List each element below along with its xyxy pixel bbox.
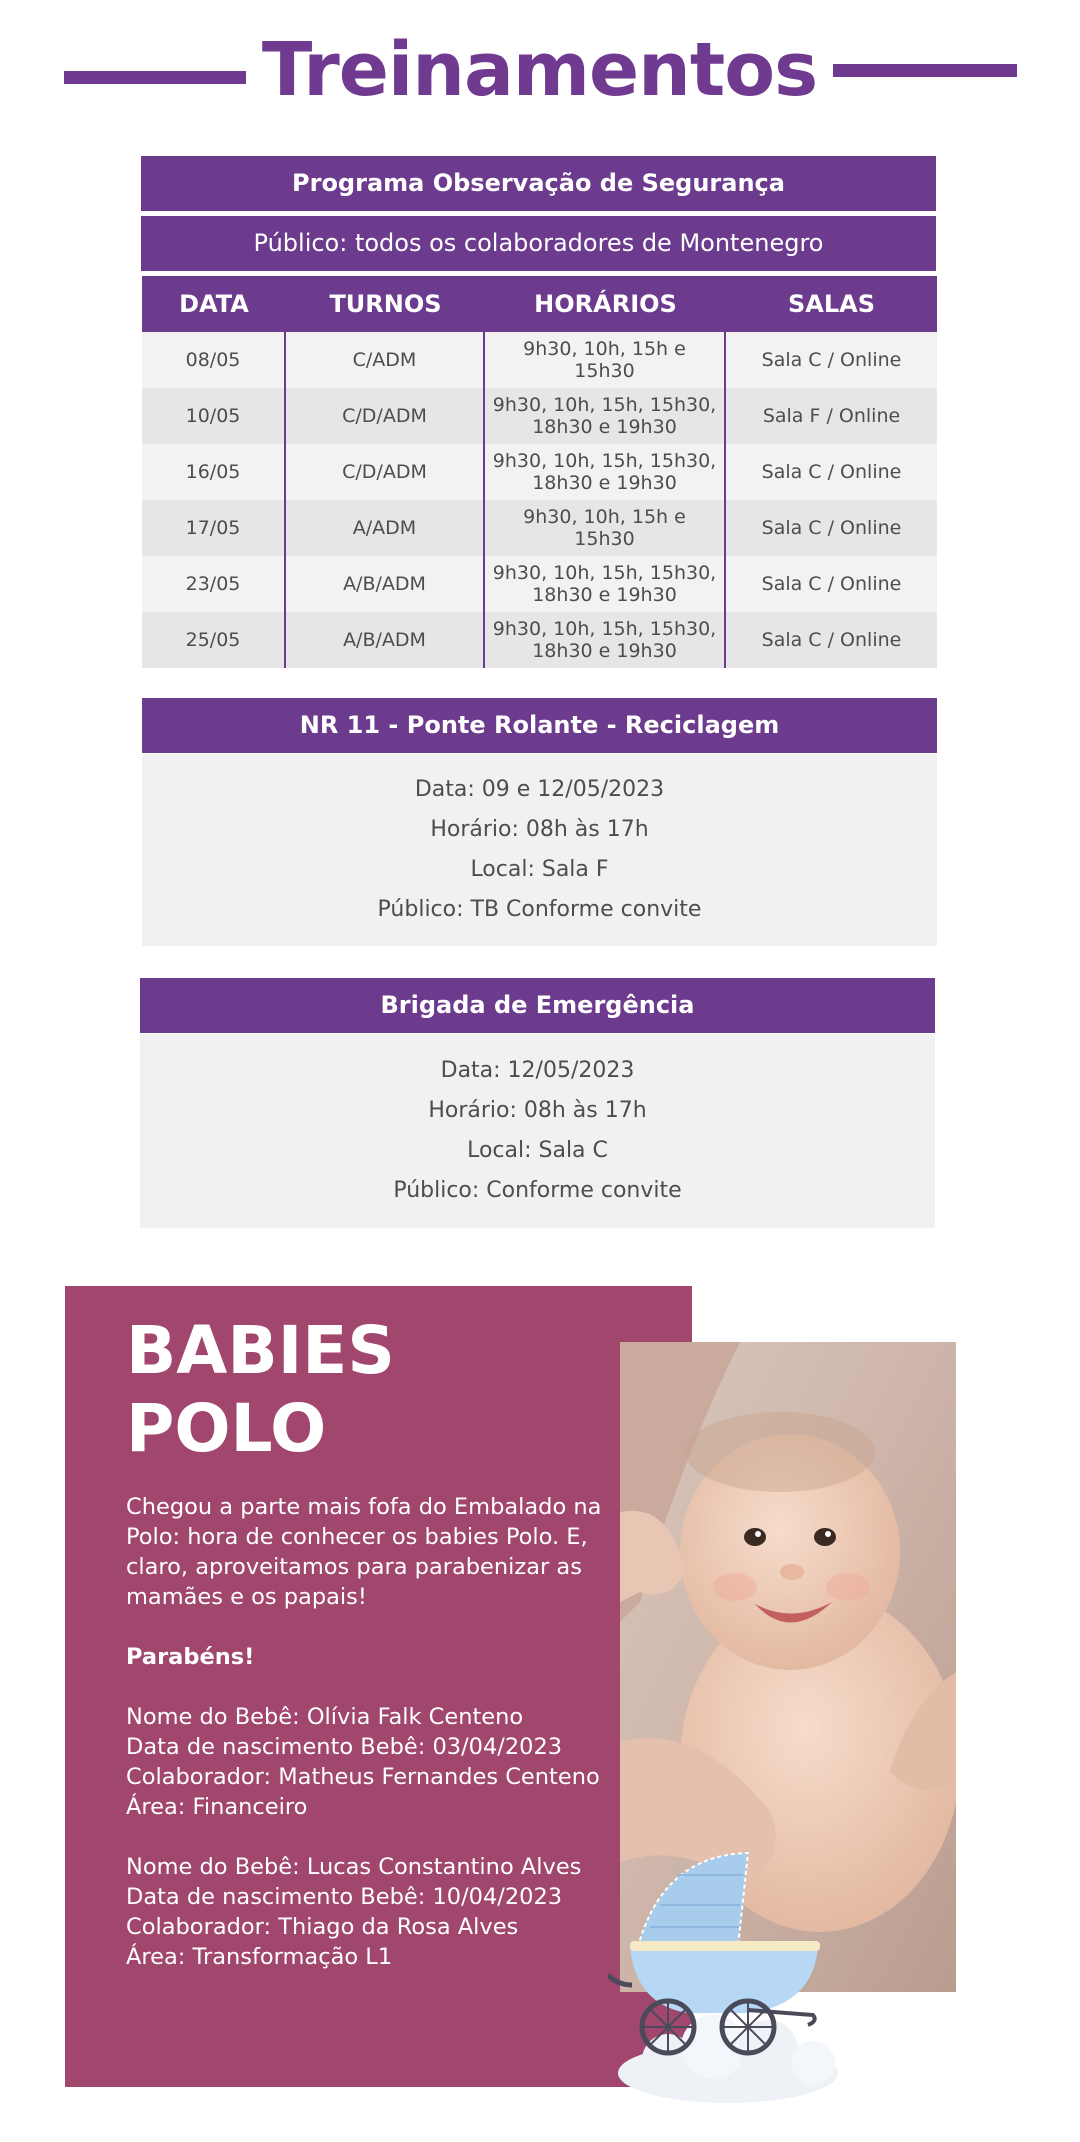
cell-times: 9h30, 10h, 15h, 15h30, 18h30 e 19h30 xyxy=(485,444,726,500)
cell-room: Sala C / Online xyxy=(761,461,902,483)
babies-text xyxy=(126,1492,616,1972)
brigada-title: Brigada de Emergência xyxy=(140,978,935,1033)
baby-birth: Data de nascimento Bebê: 10/04/2023 xyxy=(126,1884,563,1910)
cell-times: 9h30, 10h, 15h, 15h30, 18h30 e 19h30 xyxy=(485,612,726,668)
baby-area: Área: Transformação L1 xyxy=(126,1944,393,1970)
cell-date: 17/05 xyxy=(142,500,286,556)
cell-shift: C/D/ADM xyxy=(286,444,485,500)
col-header-data: DATA xyxy=(179,290,249,318)
header-line-left xyxy=(64,71,246,84)
nr11-location: Local: Sala F xyxy=(470,857,609,882)
cell-shift: A/ADM xyxy=(286,500,485,556)
nr11-time: Horário: 08h às 17h xyxy=(430,817,649,842)
baby-collaborator: Colaborador: Matheus Fernandes Centeno xyxy=(126,1764,600,1790)
col-header-horarios: HORÁRIOS xyxy=(534,290,677,318)
cell-shift: A/B/ADM xyxy=(286,556,485,612)
program-title: Programa Observação de Segurança xyxy=(141,156,936,211)
table-row xyxy=(142,332,937,388)
page-title: Treinamentos xyxy=(261,27,818,113)
babies-title-line2: POLO xyxy=(126,1390,327,1467)
cell-times: 9h30, 10h, 15h e 15h30 xyxy=(485,332,726,388)
brigada-audience: Público: Conforme convite xyxy=(393,1178,682,1203)
header-line-right xyxy=(833,64,1017,77)
babies-title-line1: BABIES xyxy=(126,1312,395,1389)
nr11-details xyxy=(142,754,937,946)
table-row xyxy=(142,556,937,612)
baby-area: Área: Financeiro xyxy=(126,1794,308,1820)
nr11-audience: Público: TB Conforme convite xyxy=(377,897,702,922)
cell-date: 10/05 xyxy=(142,388,286,444)
cell-room: Sala C / Online xyxy=(761,517,902,539)
cell-date: 25/05 xyxy=(142,612,286,668)
brigada-details xyxy=(140,1034,935,1228)
table-row xyxy=(142,388,937,444)
table-row xyxy=(142,500,937,556)
table-row xyxy=(142,612,937,668)
cell-room: Sala F / Online xyxy=(762,405,901,427)
stroller-icon xyxy=(608,1835,868,2115)
schedule-table xyxy=(142,276,937,668)
cell-times: 9h30, 10h, 15h, 15h30, 18h30 e 19h30 xyxy=(485,388,726,444)
cell-shift: A/B/ADM xyxy=(286,612,485,668)
cell-times: 9h30, 10h, 15h, 15h30, 18h30 e 19h30 xyxy=(485,556,726,612)
baby-name: Nome do Bebê: Olívia Falk Centeno xyxy=(126,1704,524,1730)
baby-birth: Data de nascimento Bebê: 03/04/2023 xyxy=(126,1734,563,1760)
cell-room: Sala C / Online xyxy=(761,629,902,651)
cell-date: 23/05 xyxy=(142,556,286,612)
col-header-salas: SALAS xyxy=(787,290,875,318)
brigada-date: Data: 12/05/2023 xyxy=(440,1058,635,1083)
table-row xyxy=(142,444,937,500)
baby-name: Nome do Bebê: Lucas Constantino Alves xyxy=(126,1854,582,1880)
cell-room: Sala C / Online xyxy=(761,349,902,371)
cell-shift: C/D/ADM xyxy=(286,388,485,444)
brigada-time: Horário: 08h às 17h xyxy=(428,1098,647,1123)
cell-room: Sala C / Online xyxy=(761,573,902,595)
babies-intro: Chegou a parte mais fofa do Embalado na Polo: hora de conhecer os babies Polo. E, claro, aproveitamos para parabenizar as mamães e os papais! xyxy=(126,1494,602,1610)
cell-date: 08/05 xyxy=(142,332,286,388)
babies-title xyxy=(126,1312,626,1468)
col-header-turnos: TURNOS xyxy=(329,290,442,318)
babies-congrats: Parabéns! xyxy=(126,1644,255,1670)
nr11-date: Data: 09 e 12/05/2023 xyxy=(414,777,665,802)
cloud-icon xyxy=(618,2015,838,2103)
program-public: Público: todos os colaboradores de Montenegro xyxy=(141,216,936,271)
nr11-title: NR 11 - Ponte Rolante - Reciclagem xyxy=(142,698,937,753)
brigada-location: Local: Sala C xyxy=(467,1138,608,1163)
cell-date: 16/05 xyxy=(142,444,286,500)
cell-times: 9h30, 10h, 15h e 15h30 xyxy=(485,500,726,556)
cell-shift: C/ADM xyxy=(286,332,485,388)
schedule-header xyxy=(142,276,937,332)
baby-collaborator: Colaborador: Thiago da Rosa Alves xyxy=(126,1914,519,1940)
